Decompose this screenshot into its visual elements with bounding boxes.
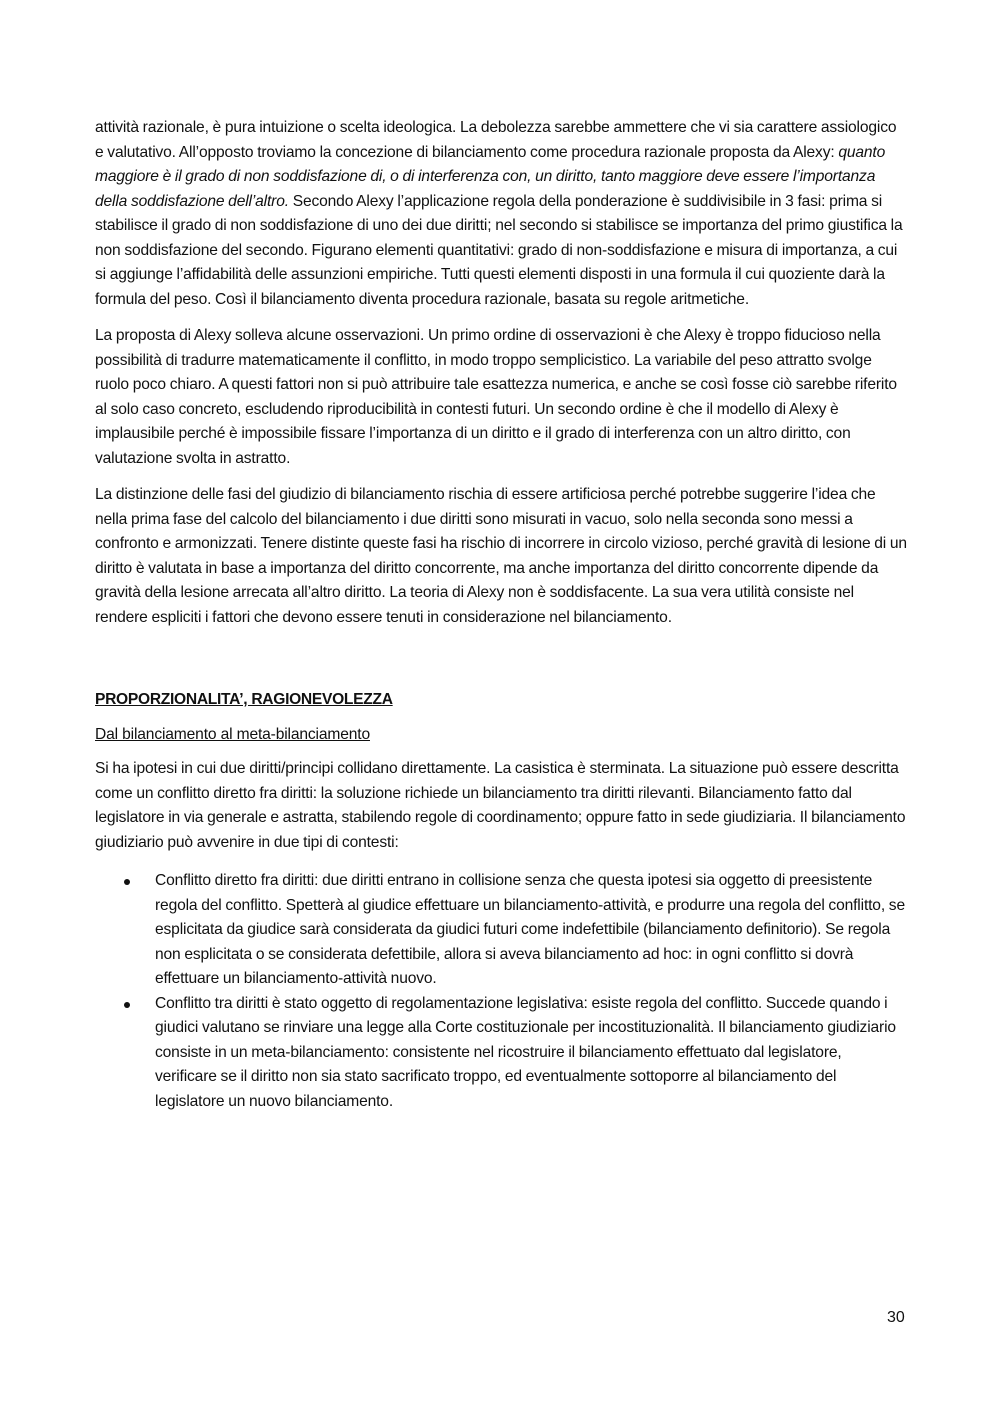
page-number: 30 xyxy=(887,1309,905,1326)
list-item-text: Conflitto tra diritti è stato oggetto di regolamentazione legislativa: esiste regola del conflitto. Succede quando i giudici valutano se rinviare una legge alla Corte costituzionale per incostituzionalità. Il bilanciamento giudiziario consiste in un meta-bilanciamento: consistente nel ricostruire il bilanciamento effettuato dal legislatore, verificare se il diritto non sia stato sacrificato troppo, ed eventualmente sottoporre al bilanciamento del legislatore un nuovo bilanciamento. xyxy=(155,994,896,1110)
paragraph-phases-critique: La distinzione delle fasi del giudizio di bilanciamento rischia di essere artificiosa perché potrebbe suggerire l’idea che nella prima fase del calcolo del bilanciamento i due diritti sono misurati in vacuo, solo nella seconda sono messi a confronto e armonizzati. Tenere distinte queste fasi ha rischio di incorrere in circolo vizioso, perché gravità di lesione di un diritto è valutata in base a importanza del diritto concorrente, ma anche importanza del diritto concorrente dipende da gravità della lesione arrecata all’altro diritto. La teoria di Alexy non è soddisfacente. La sua vera utilità consiste nel rendere espliciti i fattori che devono essere tenuti in considerazione nel bilanciamento. xyxy=(95,486,907,626)
paragraph-text: attività razionale, è pura intuizione o scelta ideologica. La debolezza sarebbe ammettere che vi sia carattere assiologico e valutativo. All’opposto troviamo la concezione di bilanciamento come procedura razionale proposta da Alexy: xyxy=(95,119,897,161)
section-subheading: Dal bilanciamento al meta-bilanciamento xyxy=(95,725,370,743)
alexy-quote: quanto maggiore è il grado di non soddisfazione di, o di interferenza con, un diritto, tanto maggiore deve essere l’importanza della soddisfazione dell’altro. xyxy=(95,143,886,210)
list-item-text: Conflitto diretto fra diritti: due diritti entrano in collisione senza che questa ipotesi sia oggetto di preesistente regola del conflitto. Spetterà al giudice effettuare un bilanciamento-attività, e produrre una regola del conflitto, se esplicitata da giudice sarà considerata da giudici futuri come indefettibile (bilanciamento definitorio). Se regola non esplicitata o se considerata defettibile, allora si aveva bilanciamento ad hoc: in ogni conflitto si dovrà effettuare un bilanciamento-attività nuovo. xyxy=(155,872,905,987)
section-heading: PROPORZIONALITA’, RAGIONEVOLEZZA xyxy=(95,691,393,708)
paragraph-text: Secondo Alexy l’applicazione regola della ponderazione è suddivisibile in 3 fasi: prima si stabilisce il grado di non soddisfazione di uno dei due diritti; nel secondo si stabilisce se importanza del primo giustifica la non soddisfazione del secondo. Figurano elementi quantitativi: grado di non-soddisfazione e misura di importanza, a cui si aggiunge l’affidabilità delle assunzioni empiriche. Tutti questi elementi disposti in una formula il cui quoziente darà la formula del peso. Così il bilanciamento diventa procedura razionale, basata su regole aritmetiche. xyxy=(95,192,903,308)
document-page xyxy=(95,116,907,1114)
bullet-icon xyxy=(124,1002,130,1008)
paragraph-alexy-proposal xyxy=(95,116,907,312)
bullet-icon xyxy=(124,879,130,885)
list-item xyxy=(95,869,907,992)
list-item xyxy=(95,992,907,1115)
paragraph-intro: Si ha ipotesi in cui due diritti/principi collidano direttamente. La casistica è sterminata. La situazione può essere descritta come un conflitto diretto fra diritti: la soluzione richiede un bilanciamento tra diritti rilevanti. Bilanciamento fatto dal legislatore in via generale e astratta, stabilendo regole di coordinamento; oppure fatto in sede giudiziaria. Il bilanciamento giudiziario può avvenire in due tipi di contesti: xyxy=(95,760,906,851)
bullet-list xyxy=(95,869,907,1114)
paragraph-observations: La proposta di Alexy solleva alcune osservazioni. Un primo ordine di osservazioni è che Alexy è troppo fiducioso nella possibilità di tradurre matematicamente il conflitto, in modo troppo semplicistico. La variabile del peso attratto svolge ruolo poco chiaro. A questi fattori non si può attribuire tale esattezza numerica, e anche se così fosse ciò sarebbe riferito al solo caso concreto, escludendo riproducibilità in contesti futuri. Un secondo ordine è che il modello di Alexy è implausibile perché è impossibile fissare l’importanza di un diritto e il grado di interferenza con un altro diritto, con valutazione svolta in astratto. xyxy=(95,327,897,467)
